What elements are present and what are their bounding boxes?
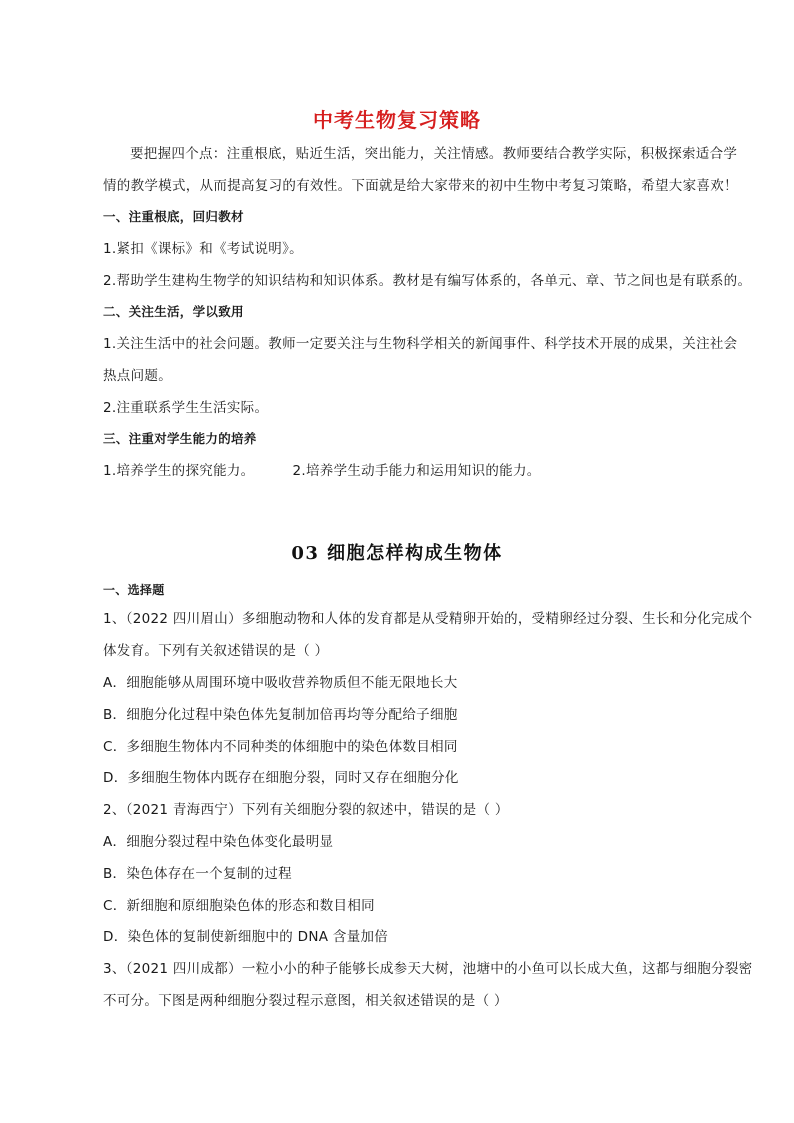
question-2-option-d: D．染色体的复制使新细胞中的 DNA 含量加倍 — [103, 929, 389, 945]
question-1-option-b: B．细胞分化过程中染色体先复制加倍再均等分配给子细胞 — [103, 707, 458, 723]
question-1-stem-line-1: 1、（2022 四川眉山）多细胞动物和人体的发育都是从受精卵开始的，受精卵经过分裂、生长和分化完成个 — [103, 611, 753, 627]
heading-3-item-1: 1.培养学生的探究能力。 — [103, 463, 255, 479]
heading-3: 三、注重对学生能力的培养 — [103, 431, 257, 446]
question-2-option-a: A．细胞分裂过程中染色体变化最明显 — [103, 834, 334, 850]
intro-line-1: 要把握四个点：注重根底，贴近生活，突出能力，关注情感。教师要结合教学实际，积极探索适合学 — [130, 146, 738, 162]
question-1-option-c: C．多细胞生物体内不同种类的体细胞中的染色体数目相同 — [103, 739, 458, 755]
intro-line-2: 情的教学模式，从而提高复习的有效性。下面就是给大家带来的初中生物中考复习策略，希望大家喜欢！ — [103, 178, 738, 194]
question-3-stem-line-1: 3、（2021 四川成都）一粒小小的种子能够长成参天大树，池塘中的小鱼可以长成大鱼，这都与细胞分裂密 — [103, 961, 753, 977]
heading-1: 一、注重根底，回归教材 — [103, 209, 244, 224]
page-title: 中考生物复习策略 — [313, 108, 481, 132]
question-3-stem-line-2: 不可分。下图是两种细胞分裂过程示意图，相关叙述错误的是（ ） — [103, 993, 508, 1009]
heading-1-item-2: 2.帮助学生建构生物学的知识结构和知识体系。教材是有编写体系的，各单元、章、节之间也是有联系的。 — [103, 273, 752, 289]
question-2-stem: 2、（2021 青海西宁）下列有关细胞分裂的叙述中，错误的是（ ） — [103, 802, 509, 818]
question-1-stem-line-2: 体发育。下列有关叙述错误的是（ ） — [103, 643, 329, 659]
question-2-option-b: B．染色体存在一个复制的过程 — [103, 866, 292, 882]
question-1-option-d: D．多细胞生物体内既存在细胞分裂，同时又存在细胞分化 — [103, 770, 459, 786]
heading-2-item-2: 2.注重联系学生生活实际。 — [103, 400, 269, 416]
heading-3-item-2: 2.培养学生动手能力和运用知识的能力。 — [292, 463, 541, 479]
heading-1-item-1: 1.紧扣《课标》和《考试说明》。 — [103, 241, 303, 257]
heading-2: 二、关注生活，学以致用 — [103, 304, 244, 319]
heading-3-items — [103, 461, 541, 481]
heading-2-item-1-cont: 热点问题。 — [103, 368, 172, 384]
heading-2-item-1: 1.关注生活中的社会问题。教师一定要关注与生物科学相关的新闻事件、科学技术开展的成果，关注社会 — [103, 336, 738, 352]
chapter-title: 03 细胞怎样构成生物体 — [291, 543, 503, 564]
question-1-option-a: A．细胞能够从周围环境中吸收营养物质但不能无限地长大 — [103, 675, 458, 691]
question-section-heading: 一、选择题 — [103, 583, 165, 597]
question-2-option-c: C．新细胞和原细胞染色体的形态和数目相同 — [103, 898, 375, 914]
